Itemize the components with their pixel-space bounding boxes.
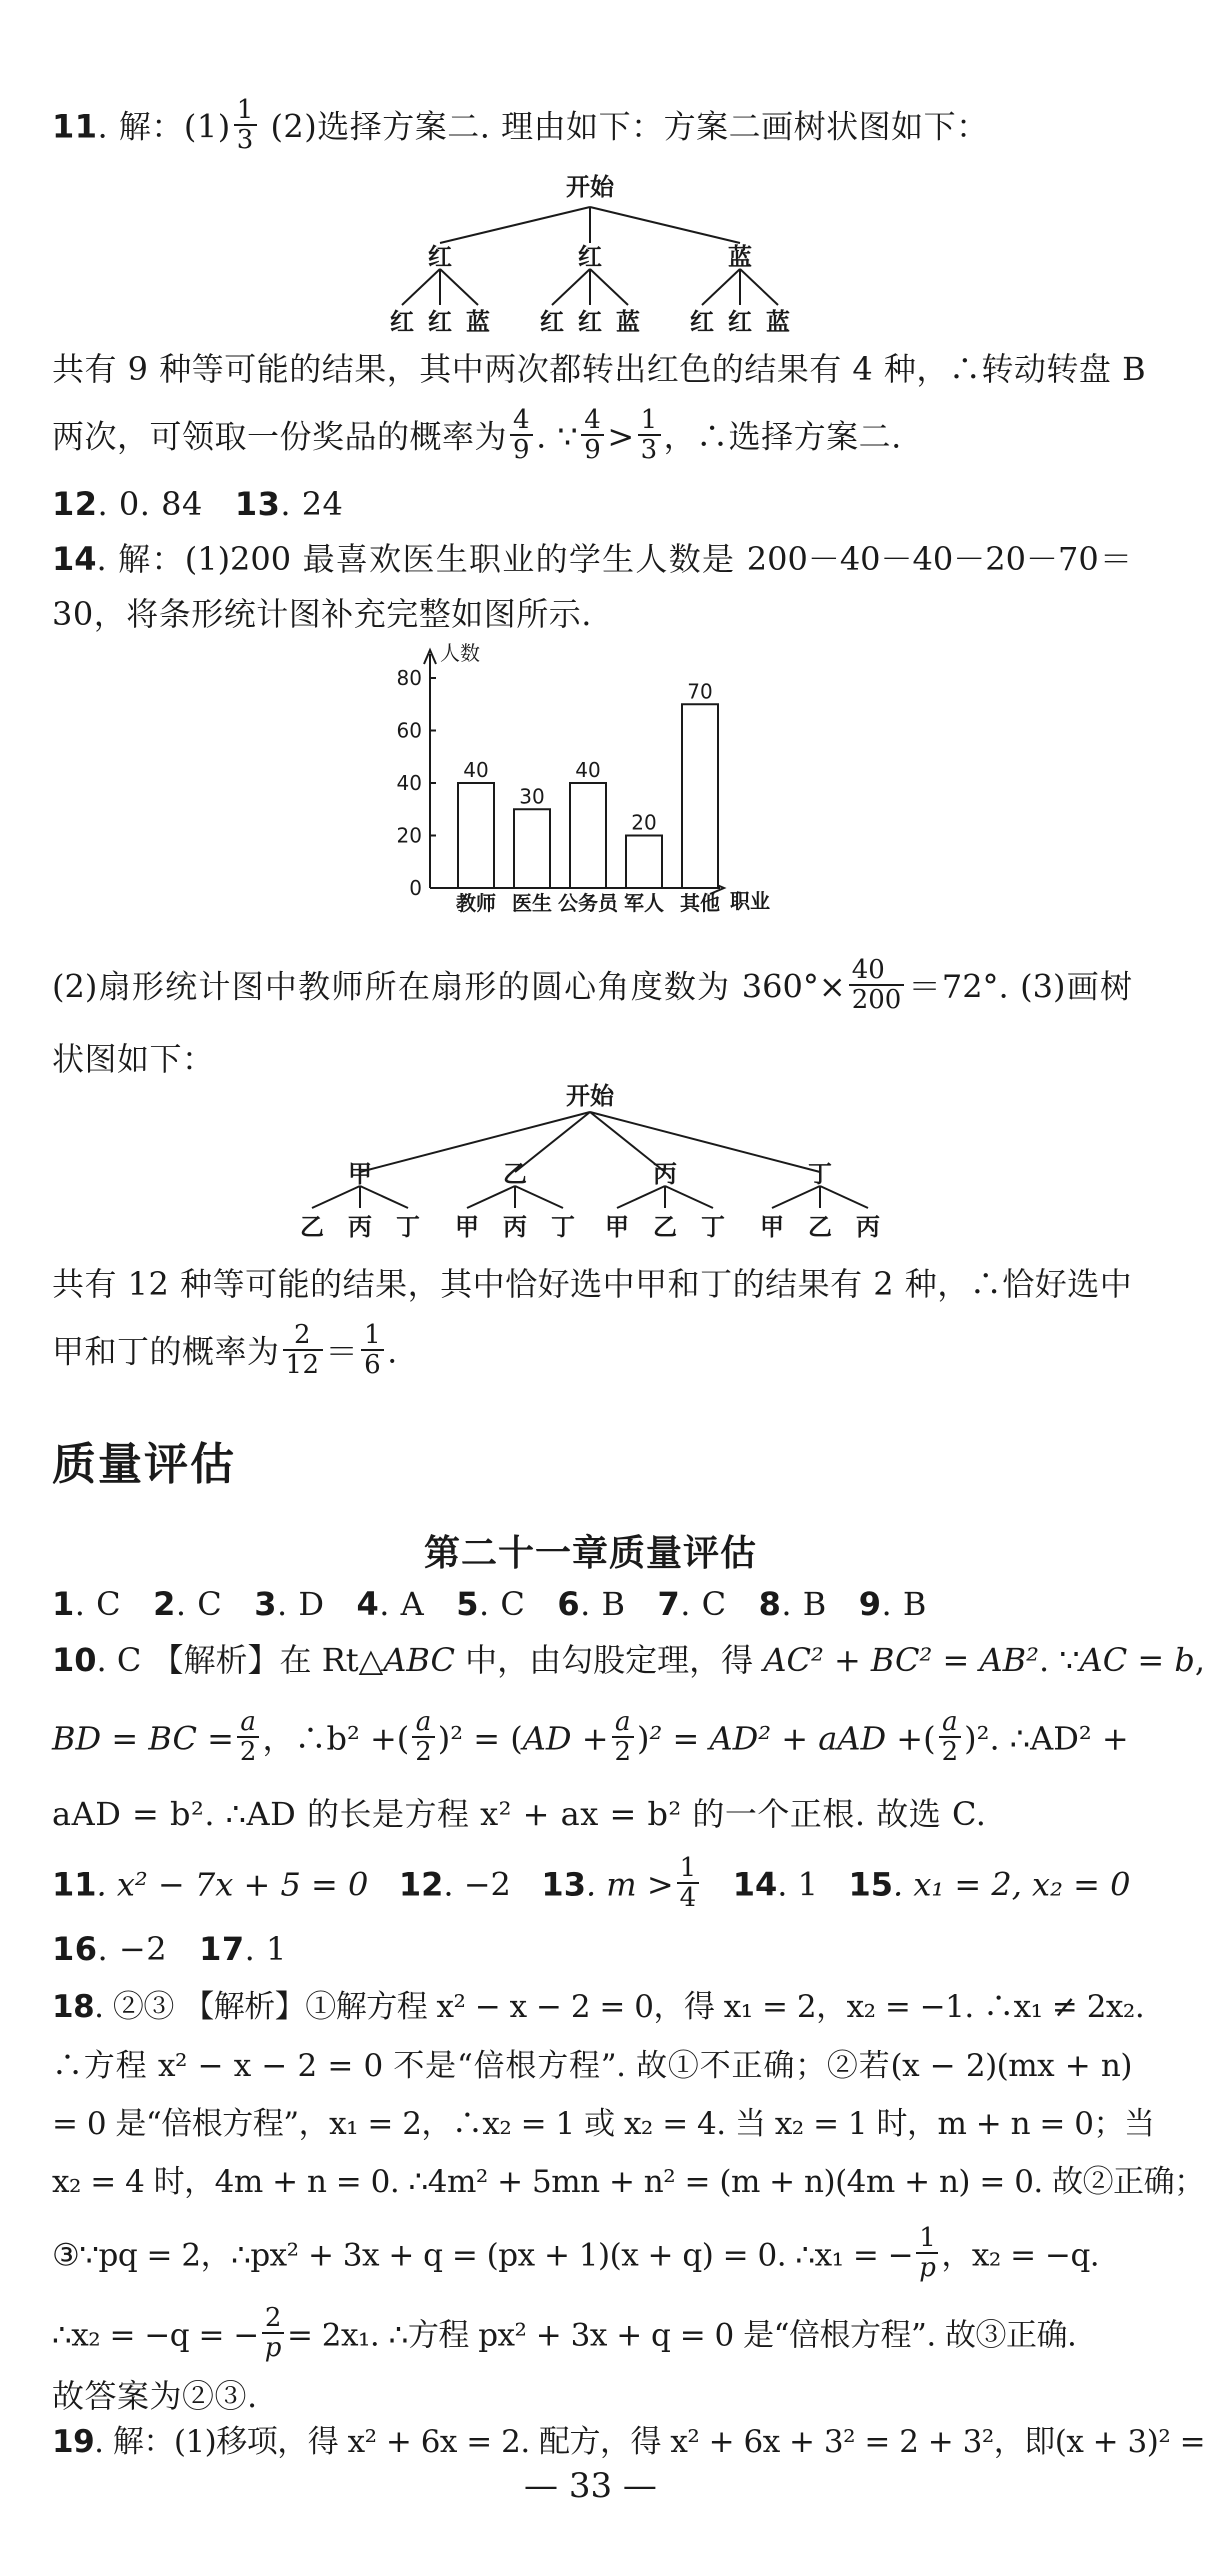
tree2-root: 开始 — [566, 1082, 614, 1110]
y-axis-label: 人数 — [440, 641, 480, 665]
tree2-leaf: 丙 — [856, 1213, 880, 1241]
q18-line-7: 故答案为②③. — [52, 2377, 258, 2415]
fraction: $\frac{a}{2}$ — [612, 1708, 635, 1766]
tree2-leaf: 乙 — [653, 1213, 677, 1241]
fraction: $\frac{4}{9}$ — [510, 406, 533, 464]
q14-line-6: 甲和丁的概率为 $\frac{2}{12}$ ＝ $\frac{1}{6}$ . — [52, 1320, 398, 1380]
tree1-leaf: 红 — [690, 308, 714, 336]
y-tick-label: 80 — [396, 666, 422, 690]
bar — [682, 704, 718, 888]
tree-diagram-1 — [380, 165, 800, 335]
bar-value-label: 20 — [631, 810, 657, 835]
y-tick-label: 20 — [396, 823, 422, 848]
q14-line-1: 14. 解：(1)200 最喜欢医生职业的学生人数是 200－40－40－20－70＝ — [52, 540, 1132, 578]
q12-q13-line: 12. 0. 84 13. 24 — [52, 485, 344, 523]
tree2-leaf: 甲 — [455, 1213, 479, 1241]
fraction: $\frac{1}{p}$ — [916, 2224, 938, 2282]
q18-line-6: ∴x₂ = −q = − $\frac{2}{p}$ = 2x₁. ∴方程 px² + 3x + q = 0 是“倍根方程”. 故③正确. — [52, 2303, 1077, 2363]
y-tick-label: 0 — [409, 876, 422, 900]
tree1-leaf: 蓝 — [466, 308, 490, 336]
q14-line-2: 30，将条形统计图补充完整如图所示. — [52, 595, 592, 633]
section-title: 质量评估 — [52, 1439, 236, 1490]
tree-diagram-2 — [290, 1080, 890, 1250]
q19-line-1: 19. 解：(1)移项，得 x² + 6x = 2. 配方，得 x² + 6x + 3² = 2 + 3²，即(x + 3)² = — [52, 2424, 1205, 2460]
q14-line-3: (2)扇形统计图中教师所在扇形的圆心角度数为 360°× $\frac{40}{200}$ ＝72°. (3)画树 — [52, 955, 1132, 1015]
tree2-leaf: 丁 — [701, 1213, 725, 1241]
mc-answers: 1. C 2. C 3. D 4. A 5. C 6. B 7. C 8. B 9. B — [52, 1585, 927, 1623]
bar — [570, 783, 606, 888]
category-label: 军人 — [624, 891, 664, 915]
fraction: $\frac{1}{3}$ — [638, 406, 661, 464]
tree1-leaf: 蓝 — [766, 308, 790, 336]
fraction: $\frac{40}{200}$ — [849, 956, 905, 1014]
tree2-node: 甲 — [348, 1160, 372, 1188]
tree1-leaf: 红 — [578, 308, 602, 336]
tree2-leaf: 丁 — [396, 1213, 420, 1241]
fraction: $\frac{1}{3}$ — [234, 96, 257, 154]
tree2-leaf: 丙 — [348, 1213, 372, 1241]
tree1-node: 红 — [578, 243, 602, 271]
tree2-leaf: 甲 — [760, 1213, 784, 1241]
q18-line-3: = 0 是“倍根方程”，x₁ = 2，∴x₂ = 1 或 x₂ = 4. 当 x₂ = 1 时，m + n = 0；当 — [52, 2106, 1155, 2142]
fraction: $\frac{2}{12}$ — [283, 1321, 323, 1379]
bar — [458, 783, 494, 888]
q16-q17-line: 16. −2 17. 1 — [52, 1930, 287, 1968]
category-label: 医生 — [512, 891, 552, 915]
tree1-node: 蓝 — [728, 243, 752, 271]
bar-chart — [370, 638, 810, 918]
q10-line-1: 10. C 【解析】在 Rt△ABC 中，由勾股定理，得 AC² + BC² = AB². ∵AC = b, — [52, 1641, 1205, 1679]
q18-line-4: x₂ = 4 时，4m + n = 0. ∴4m² + 5mn + n² = (m + n)(4m + n) = 0. 故②正确； — [52, 2164, 1205, 2200]
q11-line-3: 两次，可领取一份奖品的概率为 $\frac{4}{9}$ . ∵ $\frac{4}{9}$ > $\frac{1}{3}$ ，∴选择方案二. — [52, 405, 902, 465]
fraction: $\frac{1}{4}$ — [677, 1854, 700, 1912]
bar-value-label: 70 — [687, 679, 713, 704]
tree2-leaf: 乙 — [300, 1213, 324, 1241]
bar — [514, 809, 550, 888]
tree2-node: 丁 — [808, 1160, 832, 1188]
q11-q15-line: 11. x² − 7x + 5 = 0 12. −2 13. m > $\frac{1}{4}$ 14. 1 15. x₁ = 2, x₂ = 0 — [52, 1853, 1131, 1913]
q18-line-5: ③∵pq = 2，∴px² + 3x + q = (px + 1)(x + q) = 0. ∴x₁ = − $\frac{1}{p}$ ，x₂ = −q. — [52, 2223, 1100, 2283]
fraction: $\frac{4}{9}$ — [581, 406, 604, 464]
fraction: $\frac{1}{6}$ — [361, 1321, 384, 1379]
q18-line-2: ∴方程 x² − x − 2 = 0 不是“倍根方程”. 故①不正确；②若(x − 2)(mx + n) — [52, 2048, 1132, 2084]
bars — [456, 679, 720, 915]
tree1-leaf: 红 — [540, 308, 564, 336]
page-number: — 33 — — [524, 2466, 657, 2506]
tree2-leaf: 乙 — [808, 1213, 832, 1241]
tree1-leaf: 蓝 — [616, 308, 640, 336]
tree1-root: 开始 — [566, 173, 614, 201]
tree1-node: 红 — [428, 243, 452, 271]
q11-line-1: 11. 解：(1) $\frac{1}{3}$ (2)选择方案二. 理由如下：方案二画树状图如下： — [52, 95, 989, 155]
q18-line-1: 18. ②③ 【解析】①解方程 x² − x − 2 = 0，得 x₁ = 2，x₂ = −1. ∴x₁ ≠ 2x₂. — [52, 1989, 1145, 2025]
q11-line-2: 共有 9 种等可能的结果，其中两次都转出红色的结果有 4 种，∴转动转盘 B — [52, 350, 1147, 388]
q14-line-4: 状图如下： — [52, 1040, 215, 1078]
fraction: $\frac{a}{2}$ — [237, 1708, 260, 1766]
fraction: $\frac{a}{2}$ — [412, 1708, 435, 1766]
q14-line-5: 共有 12 种等可能的结果，其中恰好选中甲和丁的结果有 2 种，∴恰好选中 — [52, 1265, 1133, 1303]
tree2-leaf: 丁 — [551, 1213, 575, 1241]
tree2-node: 丙 — [653, 1160, 677, 1188]
fraction: $\frac{a}{2}$ — [939, 1708, 962, 1766]
tree1-leaf: 红 — [728, 308, 752, 336]
q10-line-3: aAD = b². ∴AD 的长是方程 x² + ax = b² 的一个正根. 故选 C. — [52, 1795, 987, 1833]
y-tick-label: 60 — [396, 718, 422, 743]
bar-value-label: 30 — [519, 784, 545, 809]
bar — [626, 836, 662, 889]
x-axis-label: 职业 — [730, 889, 770, 913]
category-label: 其他 — [680, 891, 720, 915]
tree2-node: 乙 — [503, 1160, 527, 1188]
chapter-title: 第二十一章质量评估 — [423, 1532, 757, 1574]
fraction: $\frac{2}{p}$ — [262, 2304, 284, 2362]
category-label: 公务员 — [558, 891, 618, 915]
tree2-leaf: 甲 — [605, 1213, 629, 1241]
q10-line-2: BD = BC = $\frac{a}{2}$ ，∴b² +( $\frac{a}{2}$ )² = (AD + $\frac{a}{2}$ )² = AD² + aAD +( $\frac{a}{2}$ )². ∴AD² + — [52, 1707, 1129, 1767]
tree2-lines — [312, 1112, 868, 1208]
tree1-leaf: 红 — [390, 308, 414, 336]
category-label: 教师 — [456, 891, 496, 915]
tree2-leaf: 丙 — [503, 1213, 527, 1241]
bar-value-label: 40 — [463, 758, 489, 782]
y-tick-label: 40 — [396, 771, 422, 795]
bar-value-label: 40 — [575, 758, 601, 782]
tree1-leaf: 红 — [428, 308, 452, 336]
